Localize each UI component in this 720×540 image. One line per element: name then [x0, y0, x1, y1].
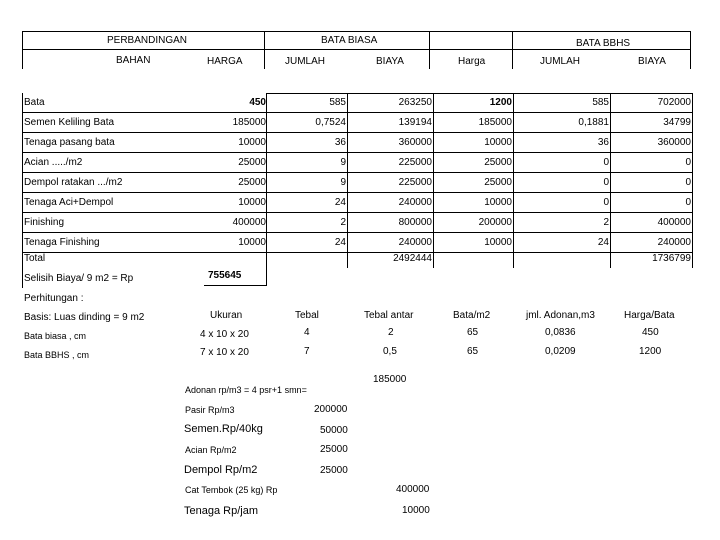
row-label: Tenaga pasang bata [24, 137, 115, 148]
perhitungan-row-ukuran: 7 x 10 x 20 [200, 347, 249, 358]
row-jumlah: 24 [334, 197, 346, 208]
adonan-item-label: Dempol Rp/m2 [184, 464, 258, 476]
row-label: Bata [24, 97, 45, 108]
table-body-top-border [266, 93, 693, 94]
grid-line-e [610, 93, 611, 268]
row-harga: 185000 [232, 117, 266, 128]
row-harga: 10000 [238, 237, 266, 248]
row-jumlah-bbhs: 0 [603, 177, 609, 188]
row-harga-bbhs: 25000 [484, 157, 512, 168]
row-harga: 10000 [238, 197, 266, 208]
row-harga-bbhs: 10000 [484, 197, 512, 208]
perhitungan-row-bata-m2: 65 [467, 327, 479, 338]
row-label: Finishing [24, 217, 65, 228]
row-jumlah-bbhs: 36 [597, 137, 609, 148]
perhitungan-row-tebal: 7 [304, 346, 310, 357]
row-harga-bbhs: 200000 [478, 217, 512, 228]
header-right-border [690, 31, 691, 69]
row-harga-bbhs: 25000 [484, 177, 512, 188]
grid-line-a [266, 93, 267, 286]
selisih-box-bottom [204, 285, 267, 286]
perhitungan-row-ukuran: 4 x 10 x 20 [200, 329, 249, 340]
row-label: Acian ...../m2 [24, 157, 83, 168]
perhitungan-tebal-header: Tebal [295, 310, 319, 321]
row-harga-bbhs: 10000 [484, 237, 512, 248]
row-jumlah: 2 [340, 217, 346, 228]
row-jumlah-bbhs: 0 [603, 157, 609, 168]
row-label: Tenaga Aci+Dempol [24, 197, 114, 208]
adonan-item-label: Pasir Rp/m3 [185, 405, 235, 415]
header-harga: HARGA [207, 56, 243, 67]
header-divider-2 [429, 31, 430, 69]
row-biaya-bbhs: 240000 [657, 237, 691, 248]
header-biaya-bbhs: BIAYA [638, 56, 666, 67]
row-harga: 10000 [238, 137, 266, 148]
row-jumlah-bbhs: 585 [592, 97, 609, 108]
row-separator [22, 212, 693, 213]
perhitungan-row-harga-bata: 450 [642, 327, 659, 338]
adonan-item-label: Acian Rp/m2 [185, 445, 237, 455]
perhitungan-row-adonan: 0,0836 [545, 327, 576, 338]
row-harga: 400000 [232, 217, 266, 228]
row-label: Semen Keliling Bata [24, 117, 115, 128]
row-separator [22, 112, 693, 113]
header-left-border [22, 31, 23, 69]
header-biaya: BIAYA [376, 56, 404, 67]
perhitungan-row-bata-m2: 65 [467, 346, 479, 357]
row-separator [22, 172, 693, 173]
row-label: Tenaga Finishing [24, 237, 100, 248]
perhitungan-row-label: Bata biasa , cm [24, 331, 87, 341]
grid-line-left [22, 93, 23, 288]
perhitungan-row-adonan: 0,0209 [545, 346, 576, 357]
header-perbandingan: PERBANDINGAN [107, 35, 188, 46]
adonan-item-value: 25000 [320, 444, 348, 455]
adonan-item-value: 50000 [320, 425, 348, 436]
row-biaya: 225000 [398, 177, 432, 188]
row-biaya: 139194 [398, 117, 432, 128]
row-harga-bbhs: 10000 [484, 137, 512, 148]
perhitungan-tebal-antar-header: Tebal antar [364, 310, 414, 321]
perhitungan-ukuran-header: Ukuran [210, 310, 243, 321]
selisih-value: 755645 [208, 270, 242, 281]
row-jumlah: 36 [334, 137, 346, 148]
row-harga-bbhs: 1200 [489, 97, 512, 108]
header-harga-bbhs: Harga [458, 56, 486, 67]
perhitungan-row-harga-bata: 1200 [639, 346, 662, 357]
header-jumlah: JUMLAH [285, 56, 326, 67]
header-divider-3 [512, 31, 513, 69]
row-biaya: 240000 [398, 237, 432, 248]
grid-line-d [513, 93, 514, 268]
row-biaya-bbhs: 0 [685, 157, 691, 168]
row-separator [22, 232, 693, 233]
total-label: Total [24, 253, 46, 264]
total-biaya: 2492444 [393, 253, 432, 264]
row-jumlah: 0,7524 [315, 117, 346, 128]
row-jumlah: 585 [329, 97, 346, 108]
row-biaya: 800000 [398, 217, 432, 228]
row-label: Dempol ratakan .../m2 [24, 177, 123, 188]
row-biaya-bbhs: 400000 [657, 217, 691, 228]
row-biaya: 360000 [398, 137, 432, 148]
adonan-item-label: Tenaga Rp/jam [184, 505, 258, 517]
row-jumlah-bbhs: 24 [597, 237, 609, 248]
header-mid-border [22, 49, 691, 50]
grid-line-c [433, 93, 434, 268]
row-biaya: 225000 [398, 157, 432, 168]
row-harga: 450 [249, 97, 266, 108]
selisih-label: Selisih Biaya/ 9 m2 = Rp [24, 273, 134, 284]
perhitungan-adonan-header: jml. Adonan,m3 [526, 310, 595, 321]
adonan-item-value: 25000 [320, 465, 348, 476]
grid-line-f [692, 93, 693, 268]
row-biaya-bbhs: 702000 [657, 97, 691, 108]
row-jumlah: 9 [340, 157, 346, 168]
perhitungan-row-label: Bata BBHS , cm [24, 350, 90, 360]
adonan-item-label: Semen.Rp/40kg [184, 423, 263, 435]
header-jumlah-bbhs: JUMLAH [540, 56, 581, 67]
adonan-item-value: 200000 [314, 404, 348, 415]
row-biaya-bbhs: 0 [685, 177, 691, 188]
adonan-item-value: 400000 [396, 484, 430, 495]
perhitungan-title: Perhitungan : [24, 293, 84, 304]
adonan-formula-value: 185000 [373, 374, 407, 385]
perhitungan-row-tebal: 4 [304, 327, 310, 338]
header-bata-bbhs: BATA BBHS [576, 38, 631, 49]
header-divider-1 [264, 31, 265, 69]
adonan-formula: Adonan rp/m3 = 4 psr+1 smn= [185, 385, 307, 395]
row-jumlah-bbhs: 2 [603, 217, 609, 228]
total-biaya-bbhs: 1736799 [652, 253, 691, 264]
row-separator [22, 152, 693, 153]
perhitungan-harga-bata-header: Harga/Bata [624, 310, 675, 321]
row-biaya-bbhs: 0 [685, 197, 691, 208]
row-separator [22, 192, 693, 193]
row-biaya-bbhs: 34799 [663, 117, 691, 128]
row-harga-bbhs: 185000 [478, 117, 512, 128]
row-separator [22, 132, 693, 133]
header-bata-biasa: BATA BIASA [321, 35, 378, 46]
row-biaya: 240000 [398, 197, 432, 208]
grid-line-b [347, 93, 348, 268]
perhitungan-bata-m2-header: Bata/m2 [453, 310, 491, 321]
header-top-border [22, 31, 691, 32]
adonan-item-value: 10000 [402, 505, 430, 516]
perhitungan-row-tebal-antar: 0,5 [383, 346, 397, 357]
row-jumlah: 24 [334, 237, 346, 248]
perhitungan-row-tebal-antar: 2 [388, 327, 394, 338]
adonan-item-label: Cat Tembok (25 kg) Rp [185, 485, 278, 495]
row-jumlah: 9 [340, 177, 346, 188]
row-harga: 25000 [238, 177, 266, 188]
row-harga: 25000 [238, 157, 266, 168]
row-jumlah-bbhs: 0,1881 [578, 117, 609, 128]
perhitungan-basis: Basis: Luas dinding = 9 m2 [24, 312, 145, 323]
header-bahan: BAHAN [116, 55, 151, 66]
row-jumlah-bbhs: 0 [603, 197, 609, 208]
row-biaya: 263250 [398, 97, 432, 108]
row-biaya-bbhs: 360000 [657, 137, 691, 148]
